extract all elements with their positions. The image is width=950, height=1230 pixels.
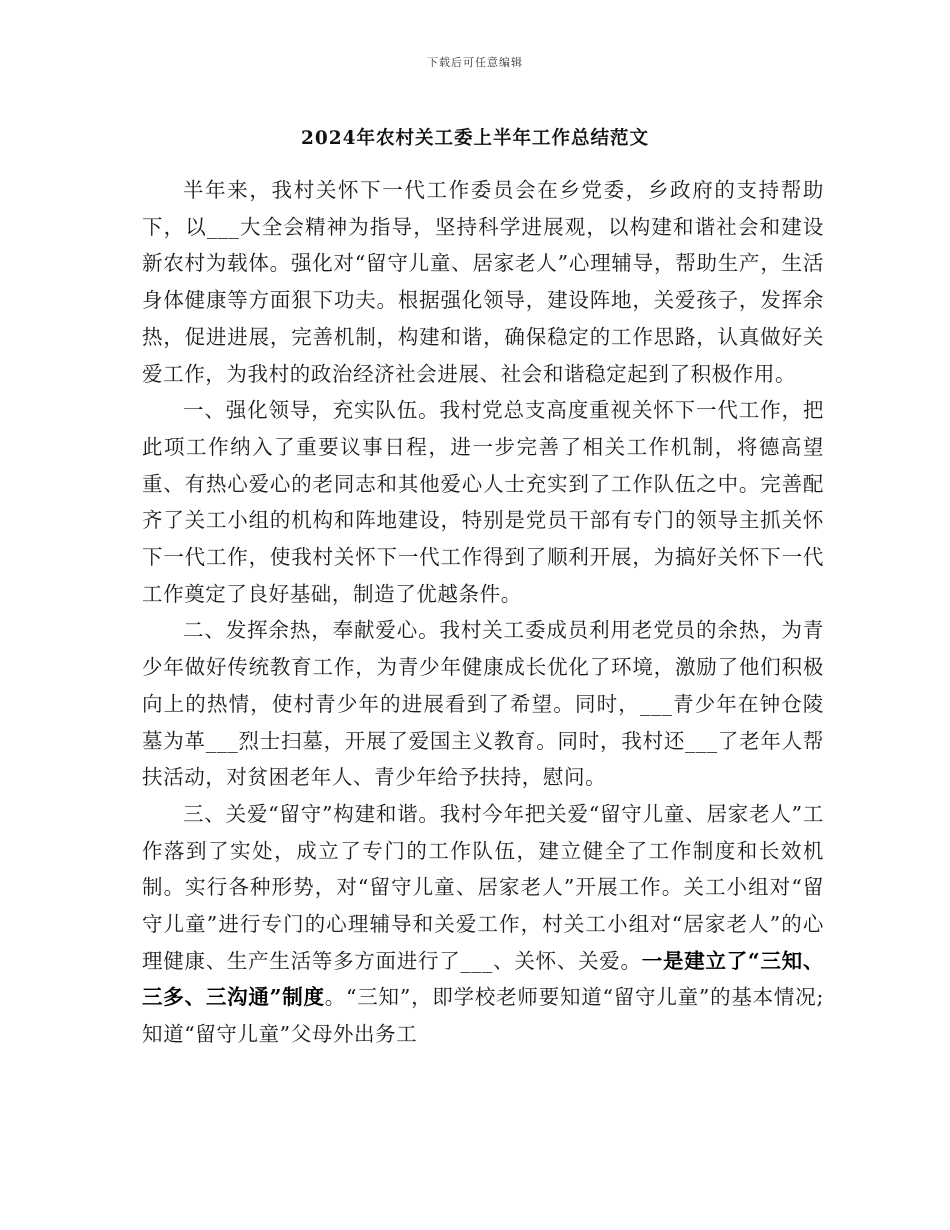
paragraph-section-1: 一、强化领导，充实队伍。我村党总支高度重视关怀下一代工作，把此项工作纳入了重要议事日程，进一步完善了相关工作机制，将德高望重、有热心爱心的老同志和其他爱心人士充实到了工作队伍之中。完善配齐了关工小组的机构和阵地建设，特别是党员干部有专门的领导主抓关怀下一代工作，使我村关怀下一代工作得到了顺利开展，为搞好关怀下一代工作奠定了良好基础，制造了优越条件。 [142,398,824,606]
paragraph-section-2: 二、发挥余热，奉献爱心。我村关工委成员利用老党员的余热，为青少年做好传统教育工作，为青少年健康成长优化了环境，激励了他们积极向上的热情，使村青少年的进展看到了希望。同时，___青少年在钟仓陵墓为革___烈士扫墓，开展了爱国主义教育。同时，我村还___了老年人帮扶活动，对贫困老年人、青少年给予扶持，慰问。 [142,618,824,790]
paragraph-section-3-continuation: 。“三知”，即学校老师要知道“留守儿童”的基本情况;知道“留守儿童”父母外出务工 [142,985,824,1047]
paragraph-section-3 [142,796,824,1053]
paragraph-section-3-text: 三、关爱“留守”构建和谐。我村今年把关爱“留守儿童、居家老人”工作落到了实处，成立了专门的工作队伍，建立健全了工作制度和长效机制。实行各种形势，对“留守儿童、居家老人”开展工作。关工小组对“留守儿童”进行专门的心理辅导和关爱工作，村关工小组对“居家老人”的心理健康、生产生活等多方面进行了___、关怀、关爱。 [142,801,824,973]
paragraph-section-3-emphasis: 一是建立了“三知、三多、三沟通”制度 [142,948,825,1010]
document-title: 2024年农村关工委上半年工作总结范文 [301,128,649,149]
page-header-note: 下载后可任意编辑 [427,56,523,69]
paragraph-intro: 半年来，我村关怀下一代工作委员会在乡党委，乡政府的支持帮助下，以___大全会精神为指导，坚持科学进展观，以构建和谐社会和建设新农村为载体。强化对“留守儿童、居家老人”心理辅导，帮助生产，生活身体健康等方面狠下功夫。根据强化领导，建设阵地，关爱孩子，发挥余热，促进进展，完善机制，构建和谐，确保稳定的工作思路，认真做好关爱工作，为我村的政治经济社会进展、社会和谐稳定起到了积极作用。 [142,178,824,386]
document-body [142,172,824,1053]
